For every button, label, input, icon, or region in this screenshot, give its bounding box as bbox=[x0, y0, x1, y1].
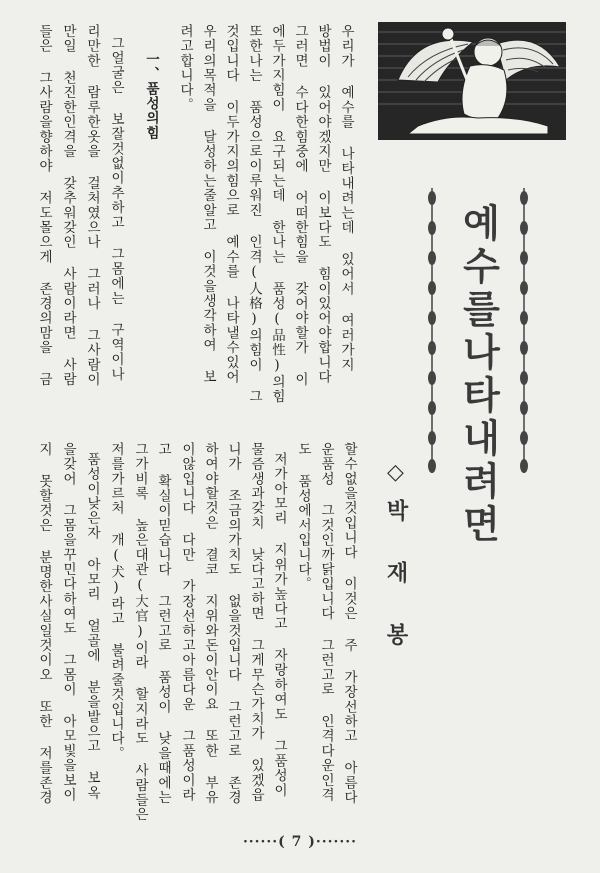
article-title: 예수를나타내려면 bbox=[456, 203, 500, 547]
text-column: 그러면 수다한힘중에 어떠한힘을 갖어야할가 이 bbox=[292, 24, 308, 387]
text-column: 물즘생과갖치 낮다고하면 그게무슨가치가 있겠읍 bbox=[248, 442, 264, 803]
text-column: 것입니다 이두가지의힘으로 예수를 나타낼수있어 bbox=[223, 24, 239, 385]
text-column: 우리가 예수를 나타내려는데 있어서 여러가지 bbox=[338, 24, 354, 373]
text-column: 만일 천진한인격을 갖추워갖인 사람이라면 사람 bbox=[60, 24, 76, 387]
text-column: 운품성 그것인까닭입니다 그런고로 인격다운인격 bbox=[318, 442, 334, 803]
cherub-illustration bbox=[378, 22, 566, 140]
text-column: 들은 그사람을향하야 저도몰으게 존경의맘을 금 bbox=[36, 24, 52, 387]
text-column: 에두가지힘이 요구되는데 한나는 품성(品性)의힘 bbox=[269, 24, 285, 404]
text-column: 도 품성에서입니다。 bbox=[295, 442, 311, 592]
ornament-right-icon bbox=[516, 188, 532, 473]
text-column: 할수없을것입니다 이것은 주 가장선하고 아름다 bbox=[341, 442, 357, 805]
author-marker: ◇ bbox=[383, 460, 408, 499]
article-author bbox=[377, 460, 411, 685]
section-heading: 一、품성의힘 bbox=[143, 52, 159, 141]
text-column: 우리의목적을 달성하는줄알고 이것을생각하여 보 bbox=[200, 24, 216, 385]
text-column: 품성이낮은자 아모리 얼골에 분을발으고 보옥 bbox=[84, 452, 100, 801]
text-column: 하여야할것은 결코 지위와돈이안이요 또한 부유 bbox=[202, 442, 218, 805]
page-number: ······( 7 )······· bbox=[242, 834, 358, 850]
text-column: 이않입니다 다만 가장선하고아름다운 그품성이라 bbox=[179, 442, 195, 803]
text-column: 저가아모리 지위가높다고 자랑하여도 그품성이 bbox=[271, 452, 287, 798]
text-column: 방법이 있어야겠지만 이보다도 힘이있어야합니다 bbox=[315, 24, 331, 385]
ornament-left-icon bbox=[424, 188, 440, 473]
text-column: 또한나는 품성으로이루워진 인격(人格)의힘이 그 bbox=[246, 24, 262, 404]
author-name: 박재봉 bbox=[383, 499, 408, 685]
text-column: 려고합니다。 bbox=[177, 24, 193, 113]
cherub-icon bbox=[378, 22, 566, 140]
text-column: 리만한 람루한옷을 걸처였으나 그러나 그사람이 bbox=[84, 24, 100, 387]
text-column: 니가 조금의가치도 없을것입니다 그런고로 존경 bbox=[225, 442, 241, 805]
text-column: 지 못할것은 분명한사실일것이오 또한 저를존경 bbox=[36, 442, 52, 805]
text-column: 을갖어 그몸을꾸민다하여도 그몸이 아모빛을보이 bbox=[60, 442, 76, 803]
text-column: 저를가르처 개(犬)라고 불려줄것입니다。 bbox=[108, 442, 124, 761]
text-column: 그얼굴은 보잘것없이추하고 그몸에는 구역이나 bbox=[108, 36, 124, 382]
text-column: 고 확실이믿습니다 그런고로 품성이 낮을때에는 bbox=[155, 442, 171, 805]
text-column: 그가비록 높은대관(大官)이라 할지라도 사람들은 bbox=[132, 442, 148, 822]
